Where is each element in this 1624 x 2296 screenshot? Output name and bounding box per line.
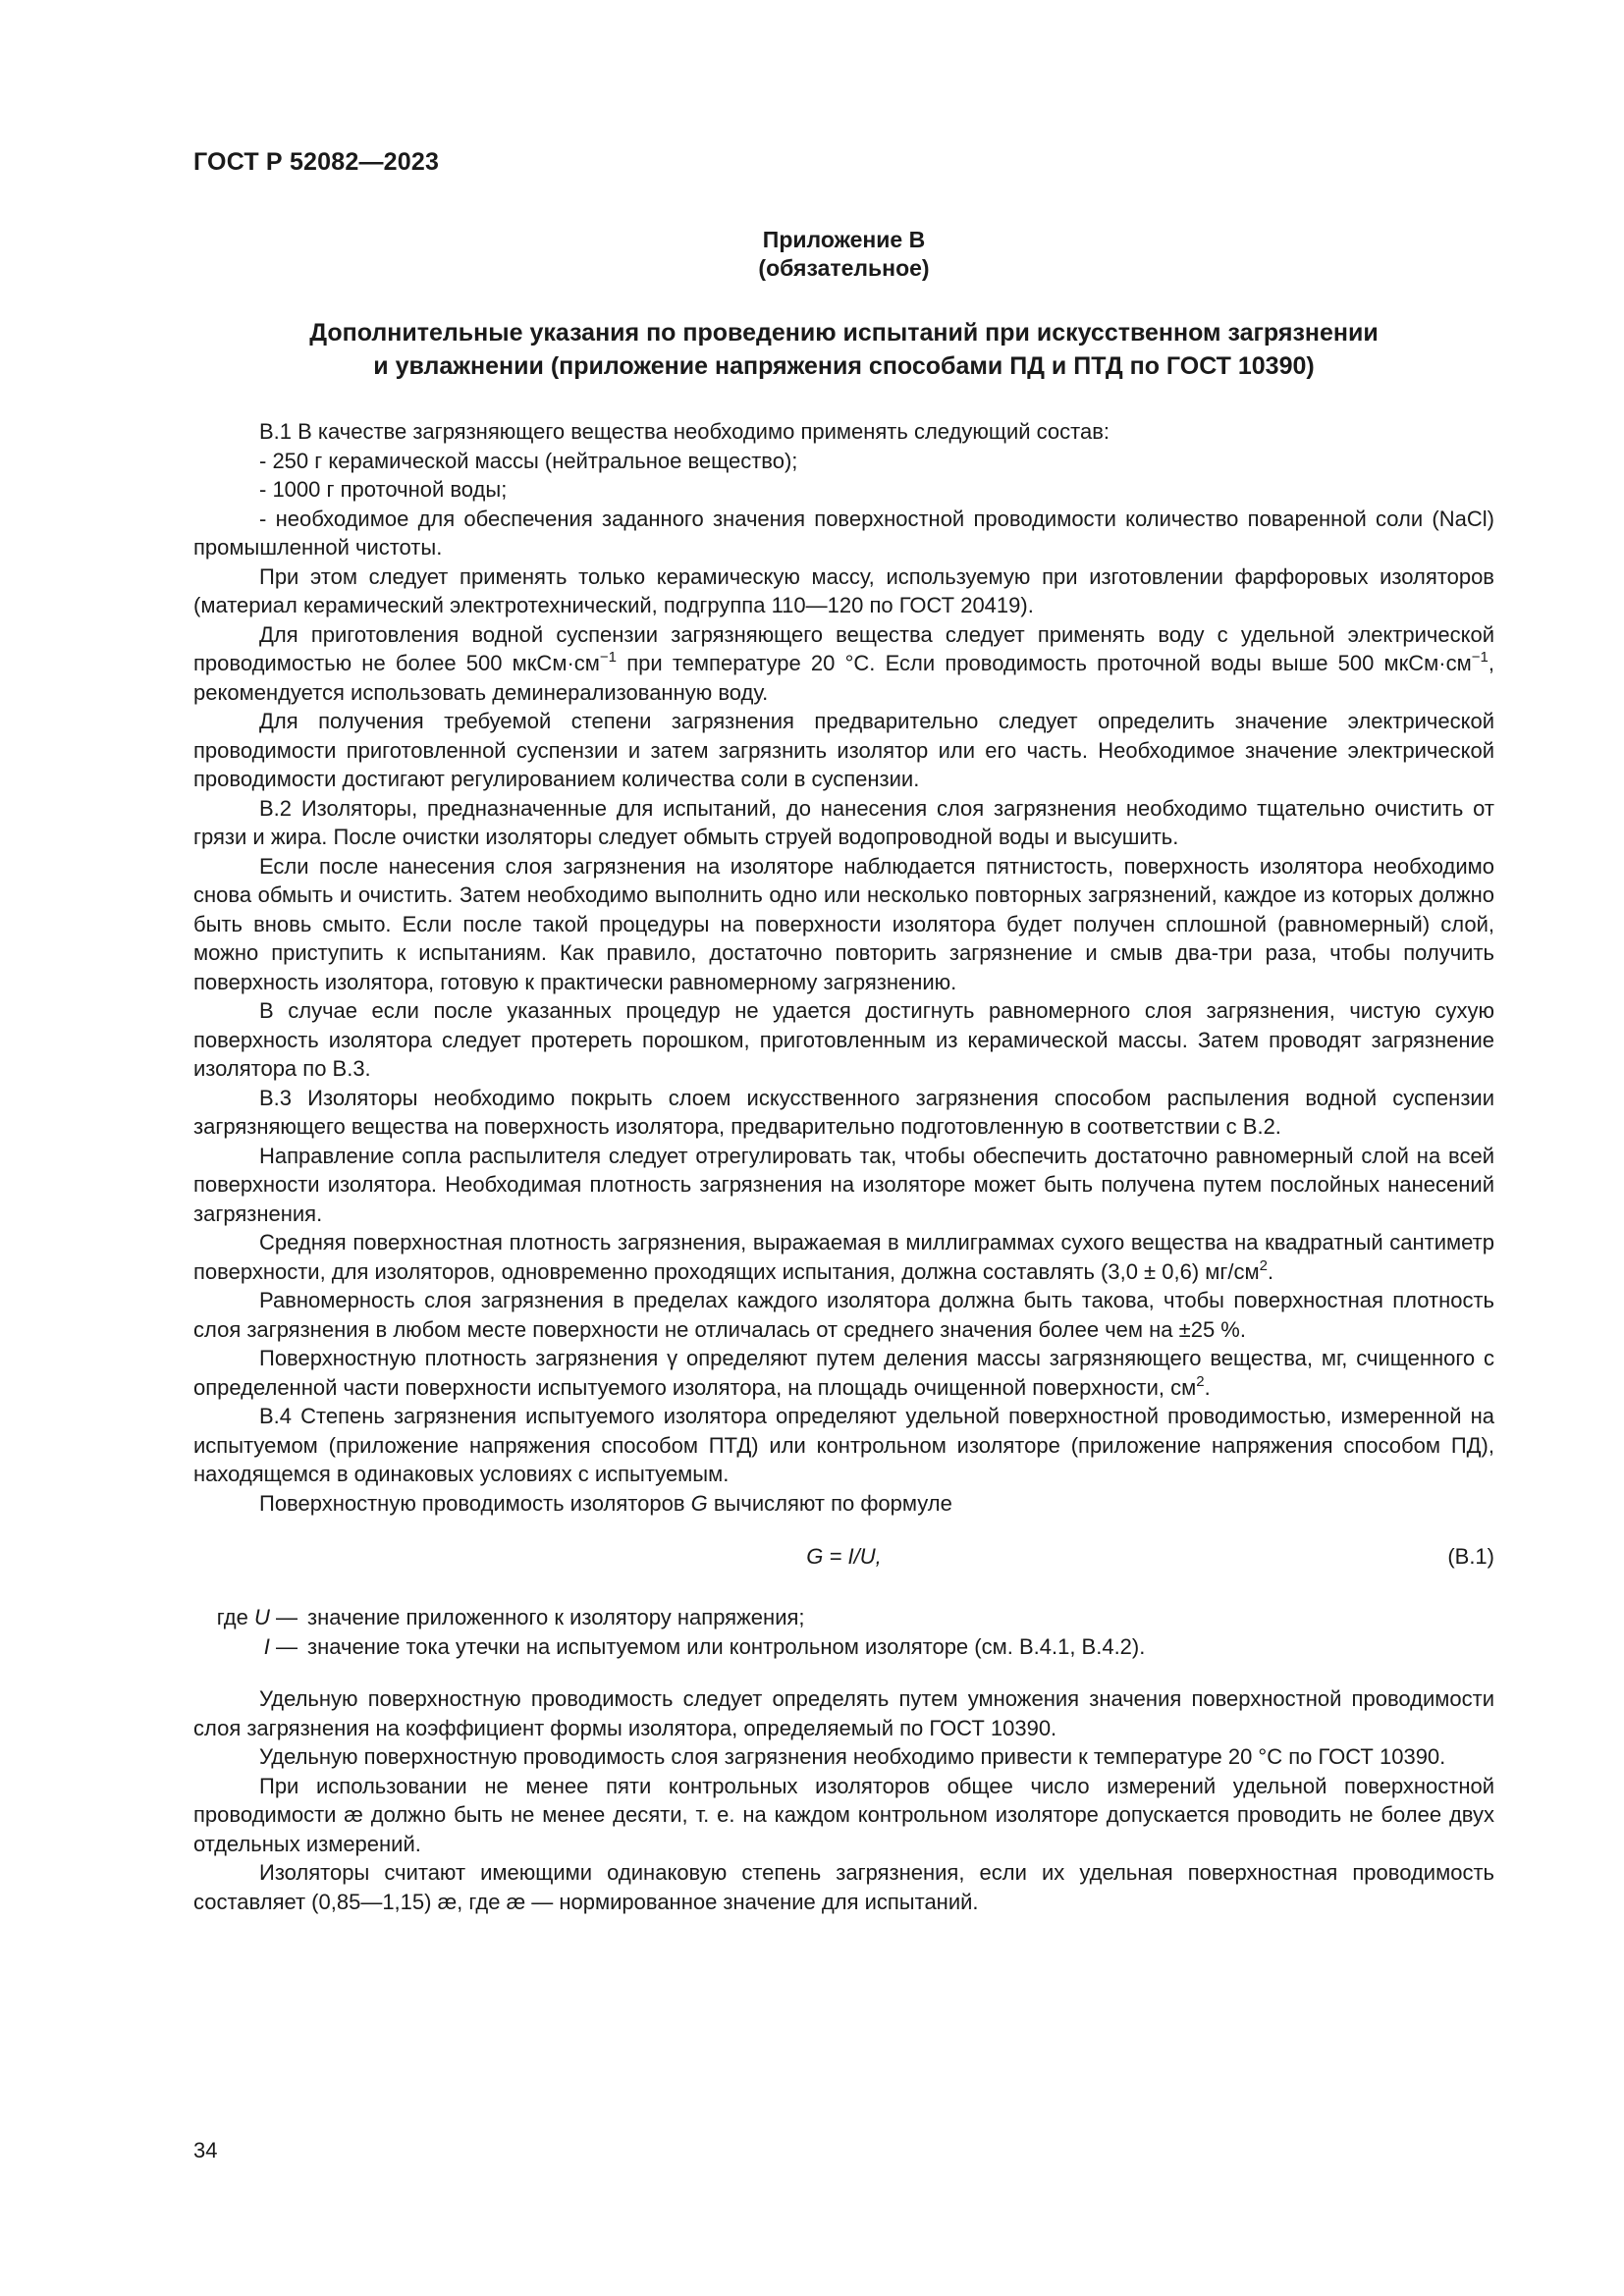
formula-legend — [193, 1603, 1494, 1661]
formula-row — [193, 1542, 1494, 1572]
paragraph: Если после нанесения слоя загрязнения на изоляторе наблюдается пятнистость, поверхность изолятора необходимо снова обмыть и очистить. Затем необходимо выполнить одно или несколько повторных загрязнений, каждое из которых должно быть вновь смыто. Если после такой процедуры на поверхности изолятора будет получен сплошной (равномерный) слой, можно приступить к испытаниям. Как правило, достаточно повторить загрязнение и смыв два-три раза, чтобы получить поверхность изолятора, готовую к практически равномерному загрязнению. — [193, 853, 1494, 994]
paragraph: Удельную поверхностную проводимость слоя загрязнения необходимо привести к температуре 20 °С по ГОСТ 10390. — [259, 1744, 1446, 1769]
document-header: ГОСТ Р 52082—2023 — [193, 148, 440, 176]
paragraph-b3: В.3 Изоляторы необходимо покрыть слоем искусственного загрязнения способом распыления водной суспензии загрязняющего вещества на поверхность изолятора, предварительно подготовленную в соответствии с В.2. — [193, 1085, 1494, 1139]
formula: G = I/U, — [806, 1544, 882, 1569]
list-item: - необходимое для обеспечения заданного значения поверхностной проводимости количество поваренной соли (NaCl) промышленной чистоты. — [193, 506, 1494, 560]
paragraph: Изоляторы считают имеющими одинаковую степень загрязнения, если их удельная поверхностная проводимость составляет (0,85—1,15) æ, где æ — нормированное значение для испытаний. — [193, 1860, 1494, 1914]
paragraph: Направление сопла распылителя следует отрегулировать так, чтобы обеспечить достаточно равномерный слой на всей поверхности изолятора. Необходимая плотность загрязнения на изоляторе может быть получена путем послойных нанесений загрязнения. — [193, 1143, 1494, 1226]
page-number: 34 — [193, 2138, 218, 2163]
legend-row — [193, 1632, 1494, 1662]
legend-symbol: I — — [263, 1633, 298, 1659]
paragraph: В случае если после указанных процедур не удается достигнуть равномерного слоя загрязнения, чистую сухую поверхность изолятора следует протереть порошком, приготовленным из керамической массы. Затем проводят загрязнение изолятора по В.3. — [193, 998, 1494, 1081]
annex-heading — [193, 226, 1494, 283]
paragraph: Для получения требуемой степени загрязнения предварительно следует определить значение электрической проводимости приготовленной суспензии и затем загрязнить изолятор или его часть. Необходимое значение электрической проводимости достигают регулированием количества соли в суспензии. — [193, 709, 1494, 791]
paragraph-gamma: Поверхностную плотность загрязнения γ определяют путем деления массы загрязняющего вещества, мг, счищенного с определенной части поверхности испытуемого изолятора, на площадь очищенной поверхности, $см^2$. — [193, 1346, 1494, 1400]
list-item: - 1000 г проточной воды; — [259, 477, 508, 502]
list-item: - 250 г керамической массы (нейтральное вещество); — [259, 448, 798, 473]
section-title-line1: Дополнительные указания по проведению испытаний при искусственном загрязнении — [309, 319, 1379, 347]
legend-description: значение приложенного к изолятору напряжения; — [307, 1605, 805, 1629]
paragraph: При использовании не менее пяти контрольных изоляторов общее число измерений удельной поверхностной проводимости æ должно быть не менее десяти, т. е. на каждом контрольном изоляторе допускается проводить не более двух отдельных измерений. — [193, 1773, 1494, 1856]
document-body — [193, 417, 1494, 1916]
legend-row — [193, 1603, 1494, 1632]
annex-title: Приложение В — [762, 227, 926, 252]
legend-description: значение тока утечки на испытуемом или контрольном изоляторе (см. В.4.1, В.4.2). — [307, 1633, 1146, 1659]
paragraph-density: Средняя поверхностная плотность загрязнения, выражаемая в миллиграммах сухого вещества на квадратный сантиметр поверхности, для изоляторов, одновременно проходящих испытания, должна составлять (3,0 ± 0,6) $мг/см^2$. — [193, 1230, 1494, 1284]
paragraph: Равномерность слоя загрязнения в пределах каждого изолятора должна быть такова, чтобы поверхностная плотность слоя загрязнения в любом месте поверхности не отличалась от среднего значения более чем на ±25 %. — [193, 1288, 1494, 1342]
paragraph-formula-intro: Поверхностную проводимость изоляторов G вычисляют по формуле — [259, 1490, 952, 1516]
formula-number: (В.1) — [1447, 1544, 1494, 1569]
paragraph-b2: В.2 Изоляторы, предназначенные для испытаний, до нанесения слоя загрязнения необходимо тщательно очистить от грязи и жира. После очистки изоляторы следует обмыть струей водопроводной воды и высушить. — [193, 795, 1494, 849]
section-title-line2: и увлажнении (приложение напряжения способами ПД и ПТД по ГОСТ 10390) — [373, 352, 1315, 380]
annex-status: (обязательное) — [758, 255, 930, 281]
paragraph-b4: В.4 Степень загрязнения испытуемого изолятора определяют удельной поверхностной проводимостью, измеренной на испытуемом (приложение напряжения способом ПТД) или контрольном изоляторе (приложение напряжения способом ПД), находящемся в одинаковых условиях с испытуемым. — [193, 1404, 1494, 1486]
section-title — [193, 316, 1494, 383]
paragraph: Удельную поверхностную проводимость следует определять путем умножения значения поверхностной проводимости слоя загрязнения на коэффициент формы изолятора, определяемый по ГОСТ 10390. — [193, 1686, 1494, 1740]
paragraph-water-conductivity: Для приготовления водной суспензии загрязняющего вещества следует применять воду с удельной электрической проводимостью не более 500 $мкСм\cdot см^{-1}$ при температуре 20 °С. Если проводимость проточной воды выше 500 $мкСм\cdot см^{-1}$, рекомендуется использовать деминерализованную воду. — [193, 621, 1494, 705]
paragraph-b1: В.1 В качестве загрязняющего вещества необходимо применять следующий состав: — [259, 419, 1110, 444]
paragraph: При этом следует применять только керамическую массу, используемую при изготовлении фарфоровых изоляторов (материал керамический электротехнический, подгруппа 110—120 по ГОСТ 20419). — [193, 563, 1494, 617]
legend-symbol: где U — — [216, 1605, 298, 1629]
